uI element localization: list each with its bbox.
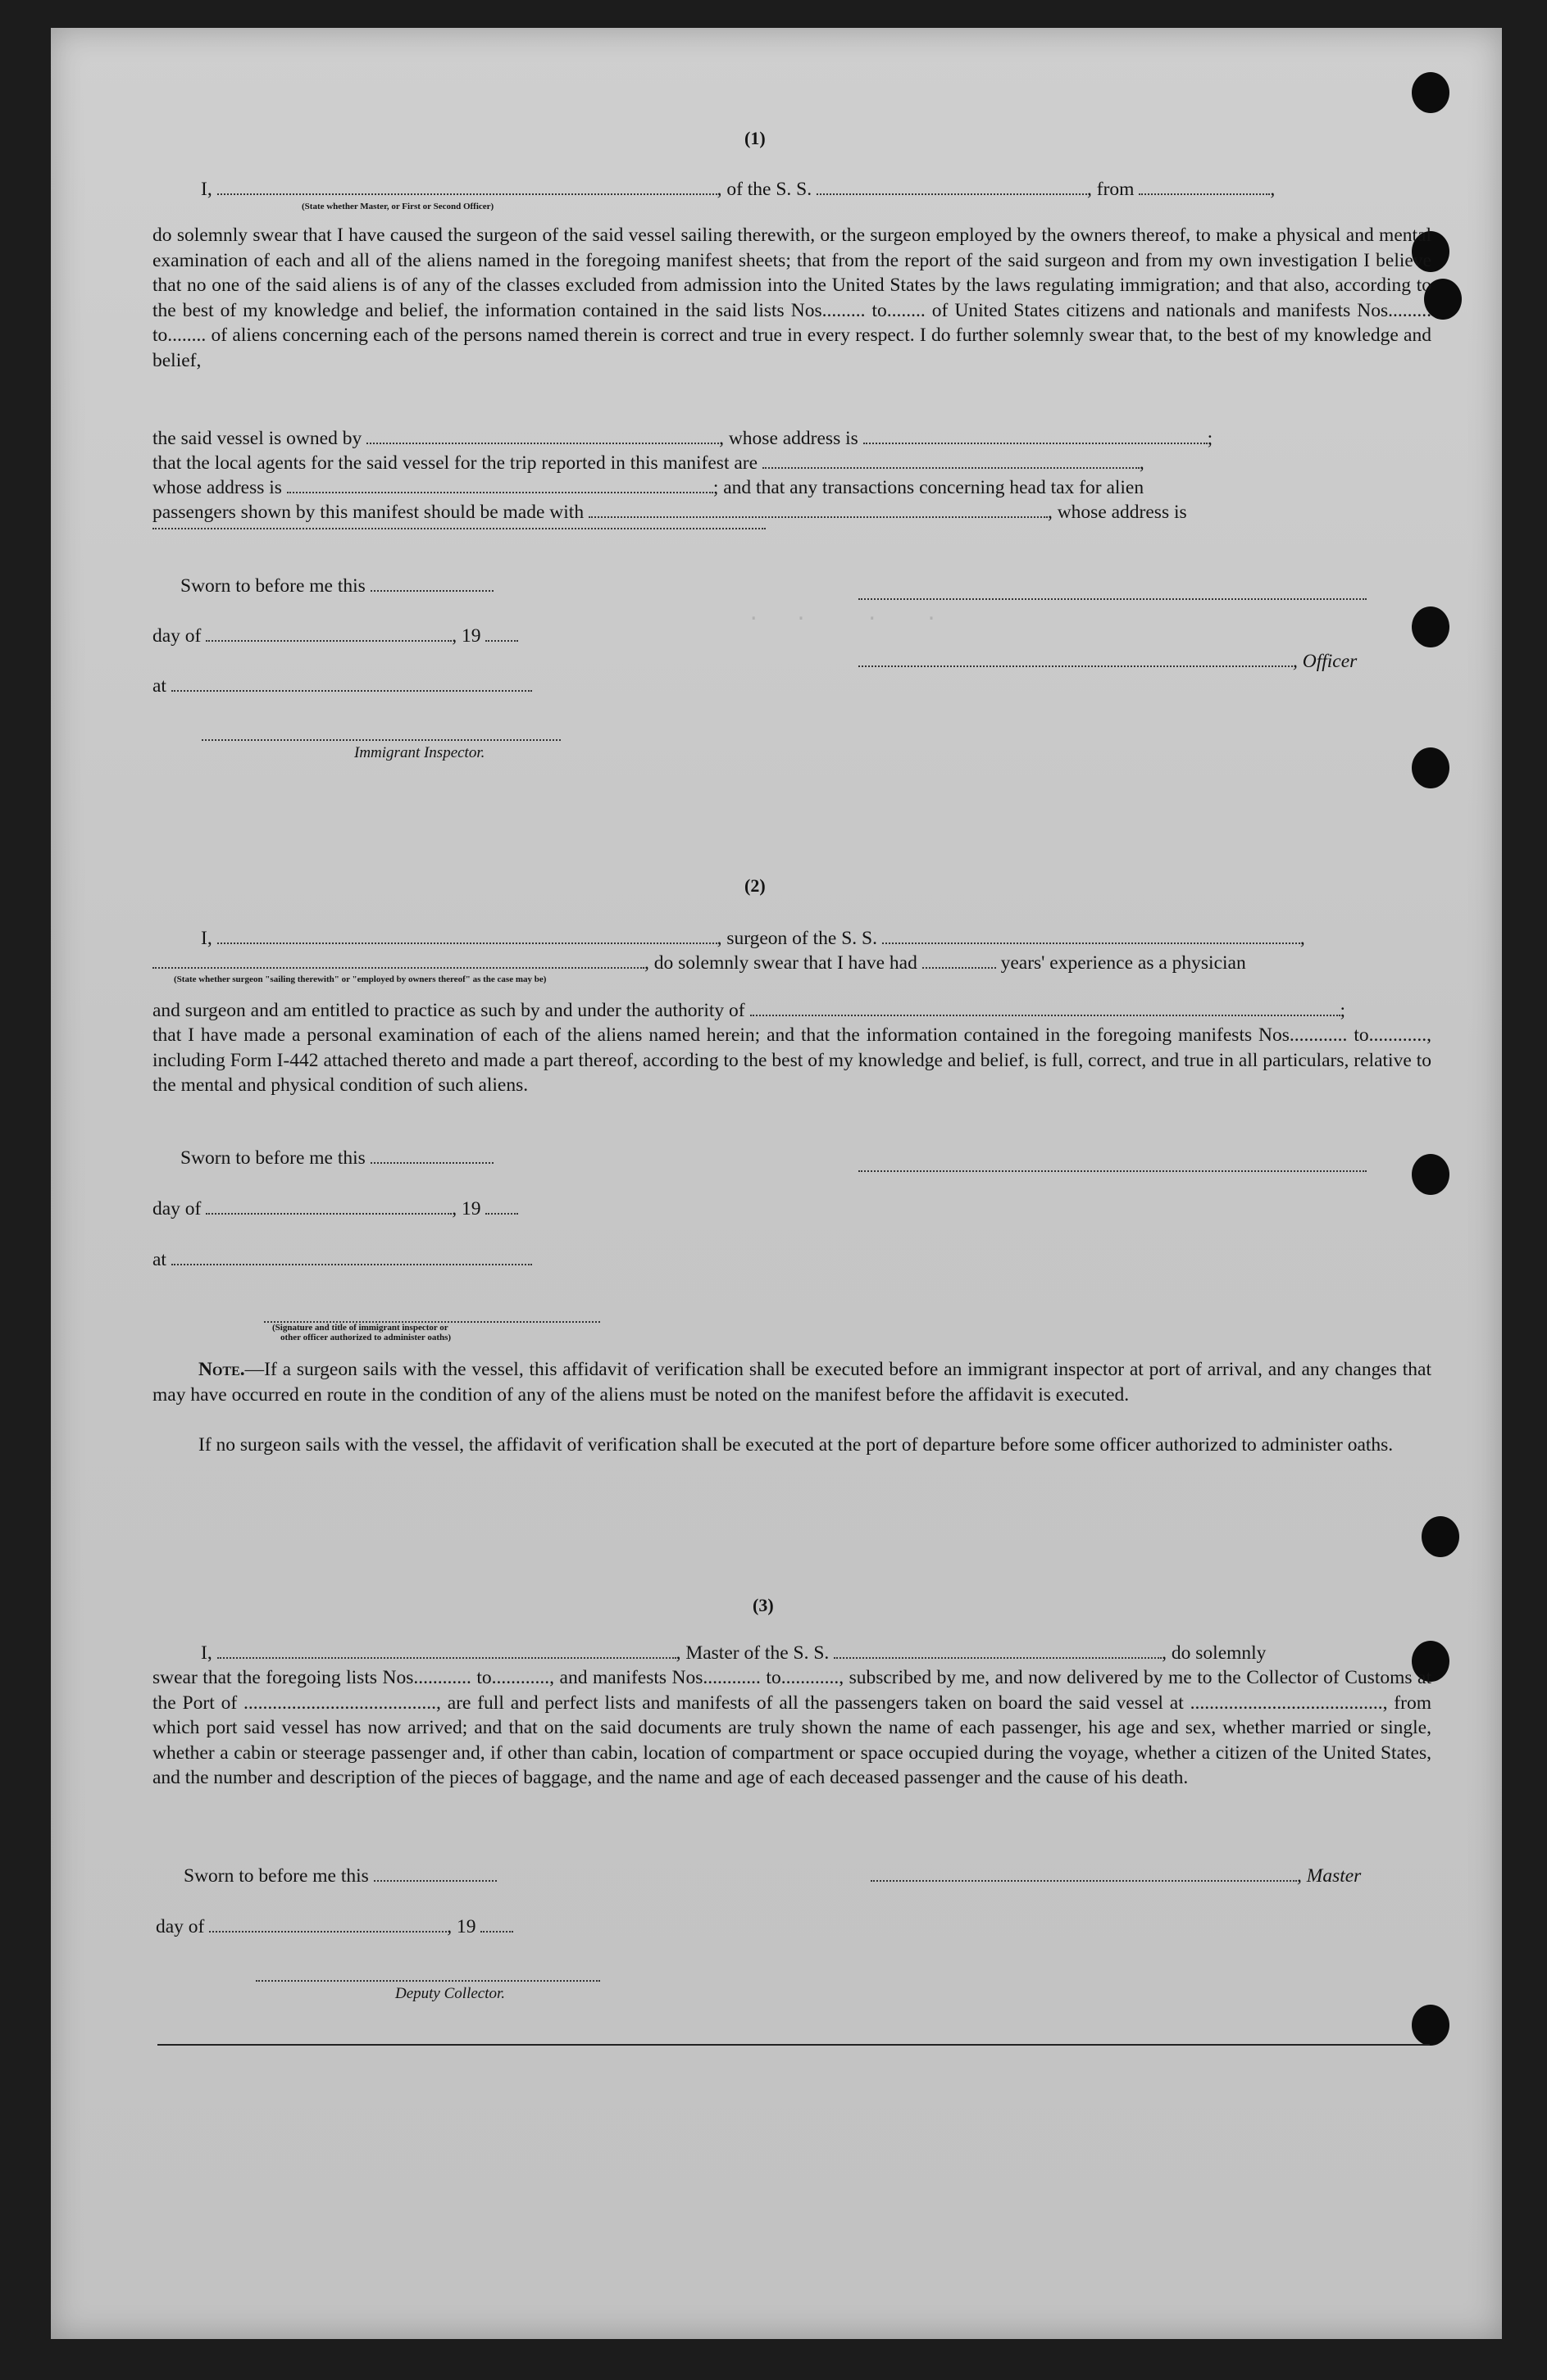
bleed-through-text: . . . .	[748, 602, 938, 625]
field-caption: (State whether Master, or First or Second Officer)	[302, 202, 494, 211]
line-label: ,	[1139, 452, 1144, 474]
line-label: ,	[1299, 928, 1305, 949]
owner-address-field[interactable]	[863, 428, 1208, 444]
line-label: I,	[201, 928, 212, 949]
officer-title-field[interactable]	[858, 651, 1293, 667]
surgeon-signature-field[interactable]	[858, 1156, 1367, 1172]
section-1-line-1	[201, 177, 1275, 202]
collector-signature-field[interactable]	[256, 1965, 600, 1982]
surgeon-name-field[interactable]	[217, 928, 717, 944]
punch-hole	[1412, 747, 1449, 788]
vessel-name-field[interactable]	[882, 928, 1300, 944]
punch-hole	[1422, 1516, 1459, 1557]
line-label: day of	[156, 1916, 205, 1937]
inspector-signature-field[interactable]	[264, 1306, 600, 1323]
sworn-line	[180, 1146, 494, 1171]
year-field[interactable]	[485, 625, 518, 642]
punch-hole	[1412, 1154, 1449, 1195]
sworn-date-field[interactable]	[374, 1865, 497, 1882]
manifest-back-page	[51, 28, 1502, 2339]
punch-hole	[1412, 72, 1449, 113]
at-line	[152, 674, 532, 699]
officer-name-field[interactable]	[217, 179, 717, 195]
section-2-number: (2)	[744, 875, 766, 896]
signature-caption: (Signature and title of immigrant inspector or	[272, 1323, 448, 1333]
place-field[interactable]	[171, 675, 532, 692]
line-label: day of	[152, 625, 202, 647]
day-field[interactable]	[206, 625, 452, 642]
section-3-line-1	[201, 1641, 1266, 1666]
officer-line	[858, 649, 1357, 674]
owner-field[interactable]	[366, 428, 719, 444]
head-tax-address-field[interactable]	[152, 513, 766, 529]
year-field[interactable]	[485, 1198, 518, 1215]
section-2-line-2	[152, 951, 1246, 976]
year-field[interactable]	[480, 1916, 513, 1933]
day-field[interactable]	[209, 1916, 447, 1933]
surgeon-status-field[interactable]	[152, 952, 644, 969]
line-label: , do solemnly swear that I have had	[644, 952, 917, 974]
note-paragraph-2: If no surgeon sails with the vessel, the affidavit of verification shall be executed at the port of departure before some officer authorized to administer oaths.	[198, 1434, 1394, 1456]
line-label: Sworn to before me this	[180, 1147, 366, 1169]
sworn-line	[184, 1864, 497, 1889]
line-label: , 19	[452, 1198, 481, 1220]
line-label: years' experience as a physician	[1000, 952, 1246, 974]
line-label: , whose address is	[1047, 502, 1187, 523]
line-label: , 19	[452, 625, 481, 647]
line-label: at	[152, 1249, 166, 1270]
section-2-line-1	[201, 926, 1305, 952]
master-name-field[interactable]	[217, 1642, 676, 1659]
note-paragraph	[152, 1357, 1431, 1407]
place-field[interactable]	[171, 1249, 532, 1265]
master-signature-line	[871, 1864, 1361, 1889]
section-3-number: (3)	[753, 1595, 774, 1615]
line-label: I,	[201, 1642, 212, 1664]
line-label: , Master of the S. S.	[676, 1642, 830, 1664]
day-line	[152, 624, 518, 649]
section-2-body: that I have made a personal examination of each of the aliens named herein; and that the information contained in the foregoing manifests Nos............ to............, including Form I-442 attached thereto and made a part thereof, according to the best of my knowledge and belief, is full, correct, and true in all particulars, relative to the mental and physical condition of such aliens.	[152, 1024, 1431, 1096]
from-port-field[interactable]	[1139, 179, 1270, 195]
line-label: Sworn to before me this	[184, 1865, 369, 1887]
line-label: whose address is	[152, 477, 282, 498]
agents-line	[152, 451, 1144, 476]
line-label: , whose address is	[719, 428, 858, 449]
sworn-date-field[interactable]	[371, 575, 494, 592]
line-label: ,	[1270, 179, 1276, 200]
bottom-rule	[157, 2044, 1430, 2046]
master-signature-field[interactable]	[871, 1865, 1297, 1882]
punch-hole	[1412, 2005, 1449, 2046]
punch-hole	[1412, 606, 1449, 647]
section-1-body: do solemnly swear that I have caused the surgeon of the said vessel sailing therewith, or the surgeon employed by the owners thereof, to make a physical and mental examination of each and all of the aliens named in the foregoing manifest sheets; that from the report of the said surgeon and from my own investigation I believe that no one of the said aliens is of any of the classes excluded from admission into the United States by the laws regulating immigration; and that also, according to the best of my knowledge and belief, the information contained in the said lists Nos......... to........ of United States citizens and nationals and manifests Nos......... to........ of aliens concerning each of the persons named therein is correct and true in every respect. I do further solemnly swear that, to the best of my knowledge and belief,	[152, 225, 1431, 371]
whose-address-line	[152, 475, 1144, 501]
line-label: that the local agents for the said vessel for the trip reported in this manifest are	[152, 452, 758, 474]
line-label: , of the S. S.	[717, 179, 812, 200]
line-label: ;	[1207, 428, 1213, 449]
line-label: ; and that any transactions concerning head tax for alien	[712, 477, 1144, 498]
authority-field[interactable]	[750, 1000, 1340, 1016]
section-1-number: (1)	[744, 128, 766, 148]
sworn-date-field[interactable]	[371, 1147, 494, 1164]
line-label: day of	[152, 1198, 202, 1220]
line-label: , 19	[447, 1916, 476, 1937]
line-label: Sworn to before me this	[180, 575, 366, 597]
day-line	[152, 1197, 518, 1222]
vessel-name-field[interactable]	[834, 1642, 1162, 1659]
day-field[interactable]	[206, 1198, 452, 1215]
line-label: , do solemnly	[1162, 1642, 1267, 1664]
at-line	[152, 1247, 532, 1273]
owned-by-line	[152, 426, 1213, 452]
line-label: passengers shown by this manifest should be made with	[152, 502, 585, 523]
line-label: , from	[1087, 179, 1135, 200]
day-line	[156, 1914, 513, 1940]
line-label: , surgeon of the S. S.	[717, 928, 877, 949]
line-label: and surgeon and am entitled to practice as such by and under the authority of	[152, 1000, 745, 1021]
sworn-line	[180, 574, 494, 599]
line-label: the said vessel is owned by	[152, 428, 362, 449]
line-label: at	[152, 675, 166, 697]
agents-field[interactable]	[762, 452, 1140, 469]
inspector-caption: Immigrant Inspector.	[354, 744, 485, 761]
vessel-name-field[interactable]	[817, 179, 1087, 195]
note-text: —If a surgeon sails with the vessel, this affidavit of verification shall be executed before an immigrant inspector at port of arrival, and any changes that may have occurred en route in the condition of any of the aliens must be noted on the manifest before the affidavit is executed.	[152, 1359, 1431, 1406]
line-label: , Officer	[1293, 651, 1358, 672]
collector-caption: Deputy Collector.	[395, 1985, 506, 2002]
officer-signature-field[interactable]	[858, 584, 1367, 600]
section-3-body: swear that the foregoing lists Nos............ to............, and manifests Nos............ to............, subscribed by me, and now delivered by me to the Collector of Customs at the Port of ........................................, are full and perfect lists and manifests of all the passengers taken on board the said vessel at ........................................, from which port said vessel has now arrived; and that on the said documents are truly shown the name of each passenger, his age and sex, whether married or single, whether a cabin or steerage passenger and, if other than cabin, location of compartment or space occupied during the voyage, whether a citizen of the United States, and the number and description of the pieces of baggage, and the name and age of each deceased passenger and the cause of his death.	[152, 1667, 1431, 1788]
line-label: , Master	[1297, 1865, 1362, 1887]
line-label: I,	[201, 179, 212, 200]
years-experience-field[interactable]	[922, 952, 996, 969]
note-label: Note.	[198, 1359, 245, 1380]
signature-caption: other officer authorized to administer oaths)	[280, 1333, 452, 1342]
field-caption: (State whether surgeon "sailing therewith" or "employed by owners thereof" as the case may be)	[174, 974, 547, 984]
agents-address-field[interactable]	[287, 477, 713, 493]
section-2-line-3	[152, 998, 1345, 1024]
line-label: ;	[1340, 1000, 1346, 1021]
inspector-signature-field[interactable]	[202, 724, 561, 741]
